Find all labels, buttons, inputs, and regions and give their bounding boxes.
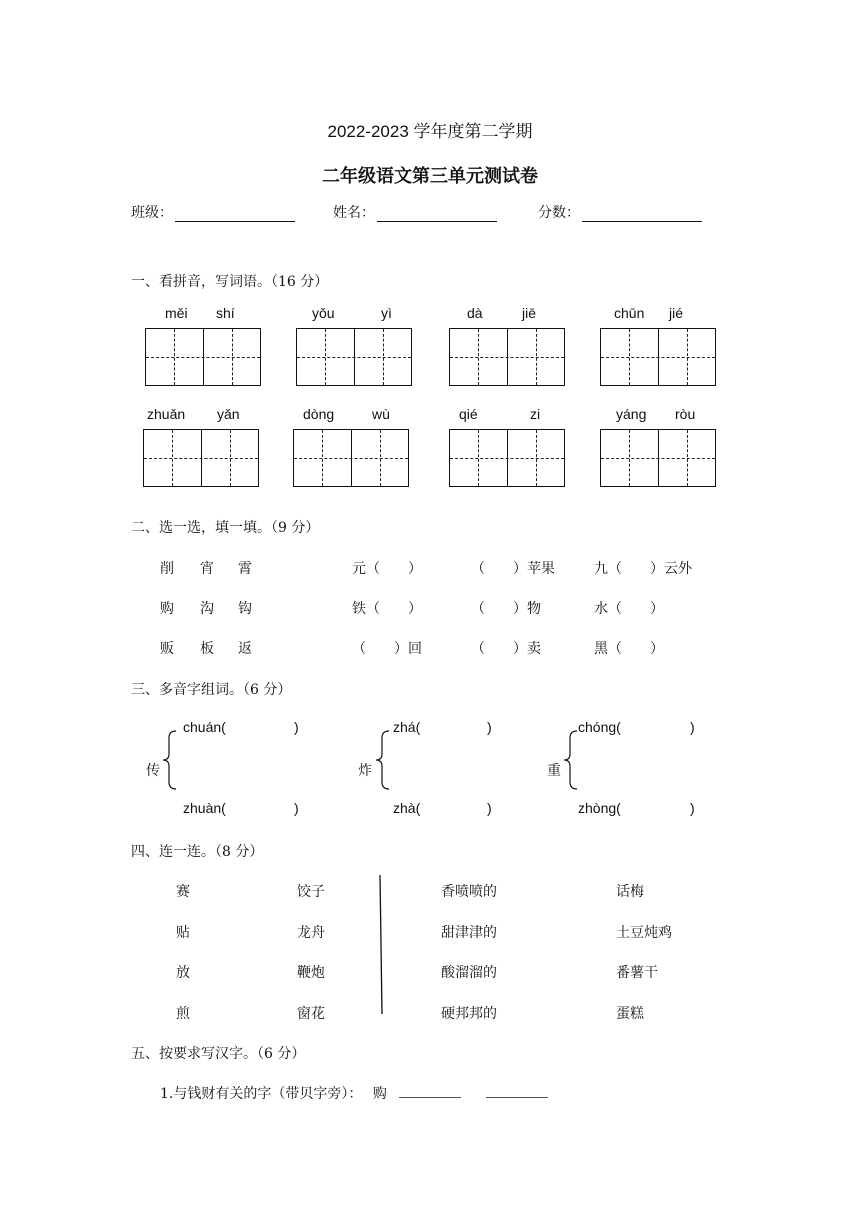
pinyin: jié bbox=[669, 305, 684, 321]
choice-char: 霄 bbox=[238, 561, 252, 577]
polyphone-top: chuán( bbox=[183, 719, 226, 735]
pinyin: qié bbox=[459, 406, 478, 422]
pinyin: shí bbox=[216, 305, 235, 321]
question-1-label: 1.与钱财有关的字（带贝字旁）： bbox=[160, 1086, 363, 1102]
name-blank[interactable] bbox=[377, 207, 497, 222]
match-item[interactable]: 赛 bbox=[176, 884, 190, 900]
match-item[interactable]: 龙舟 bbox=[297, 925, 325, 941]
match-item[interactable]: 硬邦邦的 bbox=[441, 1006, 497, 1022]
choice-char: 削 bbox=[160, 561, 174, 577]
choice-char: 宵 bbox=[200, 561, 214, 577]
match-item[interactable]: 饺子 bbox=[297, 884, 325, 900]
section-1-heading: 一、看拼音，写词语。（16 分） bbox=[131, 274, 329, 290]
brace-icon bbox=[563, 730, 579, 790]
brace-icon bbox=[162, 730, 178, 790]
match-item[interactable]: 酸溜溜的 bbox=[441, 965, 497, 981]
match-item[interactable]: 话梅 bbox=[616, 884, 644, 900]
fill-blank[interactable]: （ ）卖 bbox=[471, 641, 541, 657]
match-item[interactable]: 煎 bbox=[176, 1006, 190, 1022]
vertical-divider bbox=[377, 874, 385, 1016]
polyphone-char: 炸 bbox=[358, 763, 372, 779]
section-5-heading: 五、按要求写汉字。（6 分） bbox=[131, 1046, 306, 1062]
polyphone-top: zhá( bbox=[393, 719, 421, 735]
close-paren: ) bbox=[690, 719, 695, 735]
pinyin: zhuǎn bbox=[147, 406, 186, 422]
pinyin: jiē bbox=[522, 305, 537, 321]
polyphone-char: 重 bbox=[547, 763, 561, 779]
name-label: 姓名： bbox=[333, 205, 375, 221]
writing-grid[interactable] bbox=[145, 328, 261, 386]
writing-grid[interactable] bbox=[449, 429, 565, 487]
fill-blank[interactable]: （ ）苹果 bbox=[471, 561, 555, 577]
fill-blank[interactable]: （ ）物 bbox=[471, 601, 541, 617]
choice-char: 板 bbox=[200, 641, 214, 657]
score-label: 分数： bbox=[538, 205, 580, 221]
section-2-heading: 二、选一选，填一填。（9 分） bbox=[131, 520, 320, 536]
writing-grid[interactable] bbox=[600, 429, 716, 487]
match-item[interactable]: 甜津津的 bbox=[441, 925, 497, 941]
fill-blank[interactable]: 水（ ） bbox=[594, 601, 664, 617]
section-3-heading: 三、多音字组词。（6 分） bbox=[131, 682, 292, 698]
fill-blank[interactable]: 黑（ ） bbox=[594, 641, 664, 657]
pinyin: dòng bbox=[303, 406, 335, 422]
writing-grid[interactable] bbox=[293, 429, 409, 487]
match-item[interactable]: 放 bbox=[176, 965, 190, 981]
answer-blank[interactable] bbox=[486, 1085, 548, 1098]
match-item[interactable]: 香喷喷的 bbox=[441, 884, 497, 900]
writing-grid[interactable] bbox=[143, 429, 259, 487]
polyphone-bottom: zhà( bbox=[393, 800, 421, 816]
choice-char: 返 bbox=[238, 641, 252, 657]
exam-title: 二年级语文第三单元测试卷 bbox=[322, 166, 538, 187]
close-paren: ) bbox=[690, 800, 695, 816]
fill-blank[interactable]: 铁（ ） bbox=[352, 601, 422, 617]
writing-grid[interactable] bbox=[296, 328, 412, 386]
polyphone-top: chóng( bbox=[578, 719, 621, 735]
polyphone-char: 传 bbox=[146, 763, 160, 779]
exam-term-title: 2022-2023 学年度第二学期 bbox=[327, 122, 533, 141]
match-item[interactable]: 鞭炮 bbox=[297, 965, 325, 981]
pinyin: ròu bbox=[675, 406, 696, 422]
match-item[interactable]: 蛋糕 bbox=[616, 1006, 644, 1022]
section-4-heading: 四、连一连。（8 分） bbox=[131, 844, 264, 860]
pinyin: měi bbox=[165, 305, 188, 321]
close-paren: ) bbox=[487, 719, 492, 735]
pinyin: yǒu bbox=[312, 305, 335, 321]
writing-grid[interactable] bbox=[600, 328, 716, 386]
match-item[interactable]: 贴 bbox=[176, 925, 190, 941]
pinyin: wù bbox=[372, 406, 390, 422]
polyphone-bottom: zhòng( bbox=[578, 800, 621, 816]
brace-icon bbox=[375, 730, 391, 790]
pinyin: yǎn bbox=[217, 406, 240, 422]
pinyin: dà bbox=[467, 305, 483, 321]
answer-blank[interactable] bbox=[399, 1085, 461, 1098]
class-blank[interactable] bbox=[175, 207, 295, 222]
score-field bbox=[538, 202, 702, 222]
choice-char: 沟 bbox=[200, 601, 214, 617]
match-item[interactable]: 窗花 bbox=[297, 1006, 325, 1022]
pinyin: zi bbox=[530, 406, 541, 422]
class-field bbox=[131, 202, 295, 222]
question-1-example: 购 bbox=[372, 1086, 387, 1102]
polyphone-bottom: zhuàn( bbox=[183, 800, 226, 816]
close-paren: ) bbox=[294, 719, 299, 735]
class-label: 班级： bbox=[131, 205, 173, 221]
pinyin: chūn bbox=[614, 305, 645, 321]
choice-char: 购 bbox=[160, 601, 174, 617]
choice-char: 贩 bbox=[160, 641, 174, 657]
name-field bbox=[333, 202, 497, 222]
close-paren: ) bbox=[294, 800, 299, 816]
score-blank[interactable] bbox=[582, 207, 702, 222]
writing-grid[interactable] bbox=[449, 328, 565, 386]
match-item[interactable]: 土豆炖鸡 bbox=[616, 925, 672, 941]
pinyin: yáng bbox=[616, 406, 647, 422]
choice-char: 钩 bbox=[238, 601, 252, 617]
fill-blank[interactable]: 九（ ）云外 bbox=[594, 561, 692, 577]
fill-blank[interactable]: （ ）回 bbox=[352, 641, 422, 657]
pinyin: yì bbox=[381, 305, 392, 321]
fill-blank[interactable]: 元（ ） bbox=[352, 561, 422, 577]
close-paren: ) bbox=[487, 800, 492, 816]
question-1 bbox=[160, 1083, 548, 1103]
match-item[interactable]: 番薯干 bbox=[616, 965, 658, 981]
